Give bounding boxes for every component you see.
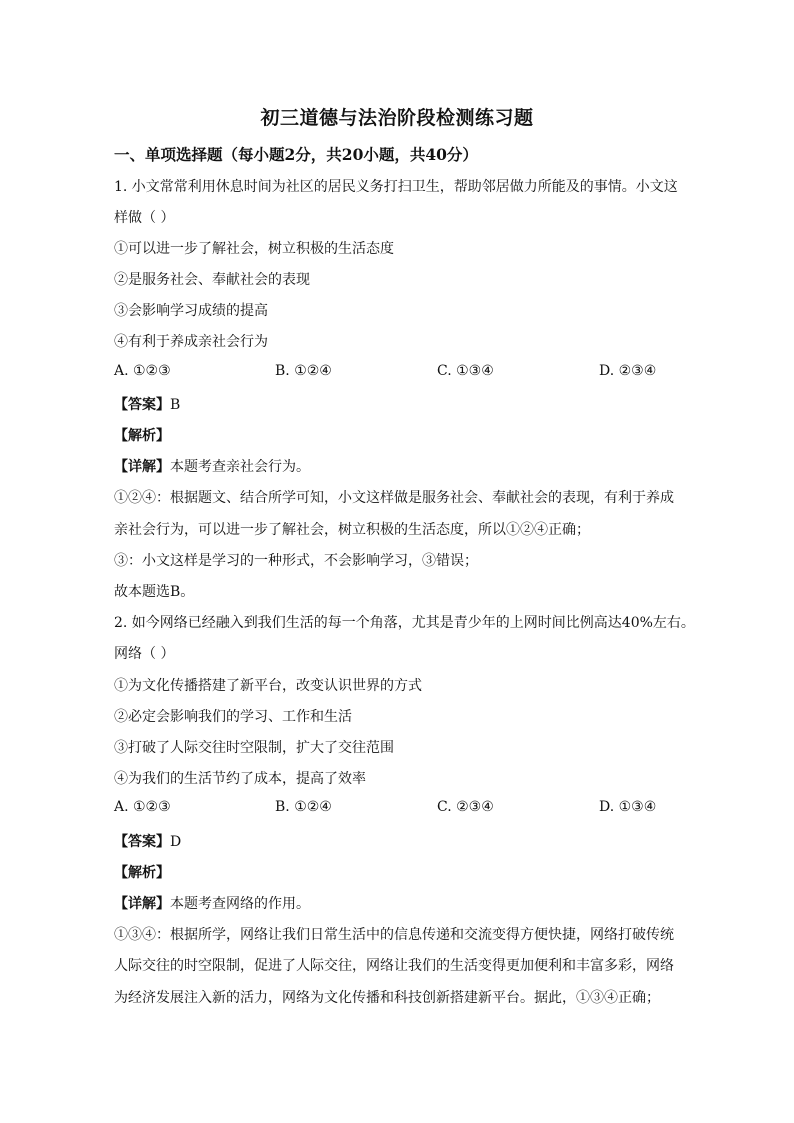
- q1-detail-tag: 【详解】: [114, 459, 170, 475]
- q2-detail: 本题考查网络的作用。: [170, 896, 310, 912]
- q2-explanation-line2: 人际交往的时空限制，促进了人际交往，网络让我们的生活变得更加便利和丰富多彩，网络: [114, 958, 674, 974]
- q2-detail-tag: 【详解】: [114, 896, 170, 912]
- q1-option-c: C. ①③④: [437, 363, 494, 379]
- section-heading: 一、单项选择题（每小题2分，共20小题，共40分）: [114, 145, 478, 164]
- q2-answer-tag: 【答案】: [114, 834, 170, 850]
- q1-item-4: ④有利于养成亲社会行为: [114, 334, 268, 350]
- q1-item-2: ②是服务社会、奉献社会的表现: [114, 272, 310, 288]
- q1-option-a: A. ①②③: [114, 363, 171, 379]
- q2-item-3: ③打破了人际交往时空限制，扩大了交往范围: [114, 740, 394, 756]
- q1-answer: B: [170, 397, 181, 413]
- q2-stem-line2: 网络（ ）: [114, 646, 175, 662]
- q2-stem-line1: 2. 如今网络已经融入到我们生活的每一个角落，尤其是青少年的上网时间比例高达40%左右。: [114, 615, 695, 631]
- q1-detail-line: [114, 456, 310, 476]
- q2-explanation-line3: 为经济发展注入新的活力，网络为文化传播和科技创新搭建新平台。据此，①③④正确；: [114, 990, 660, 1006]
- q1-stem-line1: 1. 小文常常利用休息时间为社区的居民义务打扫卫生，帮助邻居做力所能及的事情。小文这: [114, 179, 678, 195]
- q2-detail-line: [114, 893, 310, 913]
- q2-option-b: B. ①②④: [275, 799, 332, 815]
- q1-option-d: D. ②③④: [599, 363, 657, 379]
- q2-analysis-tag: 【解析】: [114, 865, 170, 881]
- q2-item-4: ④为我们的生活节约了成本，提高了效率: [114, 771, 366, 787]
- q2-item-1: ①为文化传播搭建了新平台，改变认识世界的方式: [114, 678, 422, 694]
- q1-stem-line2: 样做（ ）: [114, 210, 175, 226]
- page-title: 初三道德与法治阶段检测练习题: [260, 107, 534, 129]
- q2-answer-line: [114, 831, 181, 851]
- q2-explanation-line1: ①③④：根据所学，网络让我们日常生活中的信息传递和交流变得方便快捷，网络打破传统: [114, 927, 674, 943]
- q2-answer: D: [170, 834, 182, 850]
- q1-explanation-line3: ③：小文这样是学习的一种形式，不会影响学习，③错误；: [114, 553, 478, 569]
- q1-explanation-line4: 故本题选B。: [114, 584, 195, 600]
- q1-option-b: B. ①②④: [275, 363, 332, 379]
- q1-item-3: ③会影响学习成绩的提高: [114, 303, 268, 319]
- q1-detail: 本题考查亲社会行为。: [170, 459, 310, 475]
- q1-item-1: ①可以进一步了解社会，树立积极的生活态度: [114, 241, 394, 257]
- q1-explanation-line2: 亲社会行为，可以进一步了解社会，树立积极的生活态度，所以①②④正确；: [114, 522, 590, 538]
- q1-analysis-tag: 【解析】: [114, 428, 170, 444]
- q2-item-2: ②必定会影响我们的学习、工作和生活: [114, 709, 352, 725]
- q2-option-d: D. ①③④: [599, 799, 657, 815]
- q1-answer-tag: 【答案】: [114, 397, 170, 413]
- q2-option-a: A. ①②③: [114, 799, 171, 815]
- q1-explanation-line1: ①②④：根据题文、结合所学可知，小文这样做是服务社会、奉献社会的表现，有利于养成: [114, 490, 674, 506]
- q2-option-c: C. ②③④: [437, 799, 494, 815]
- q1-answer-line: [114, 394, 180, 414]
